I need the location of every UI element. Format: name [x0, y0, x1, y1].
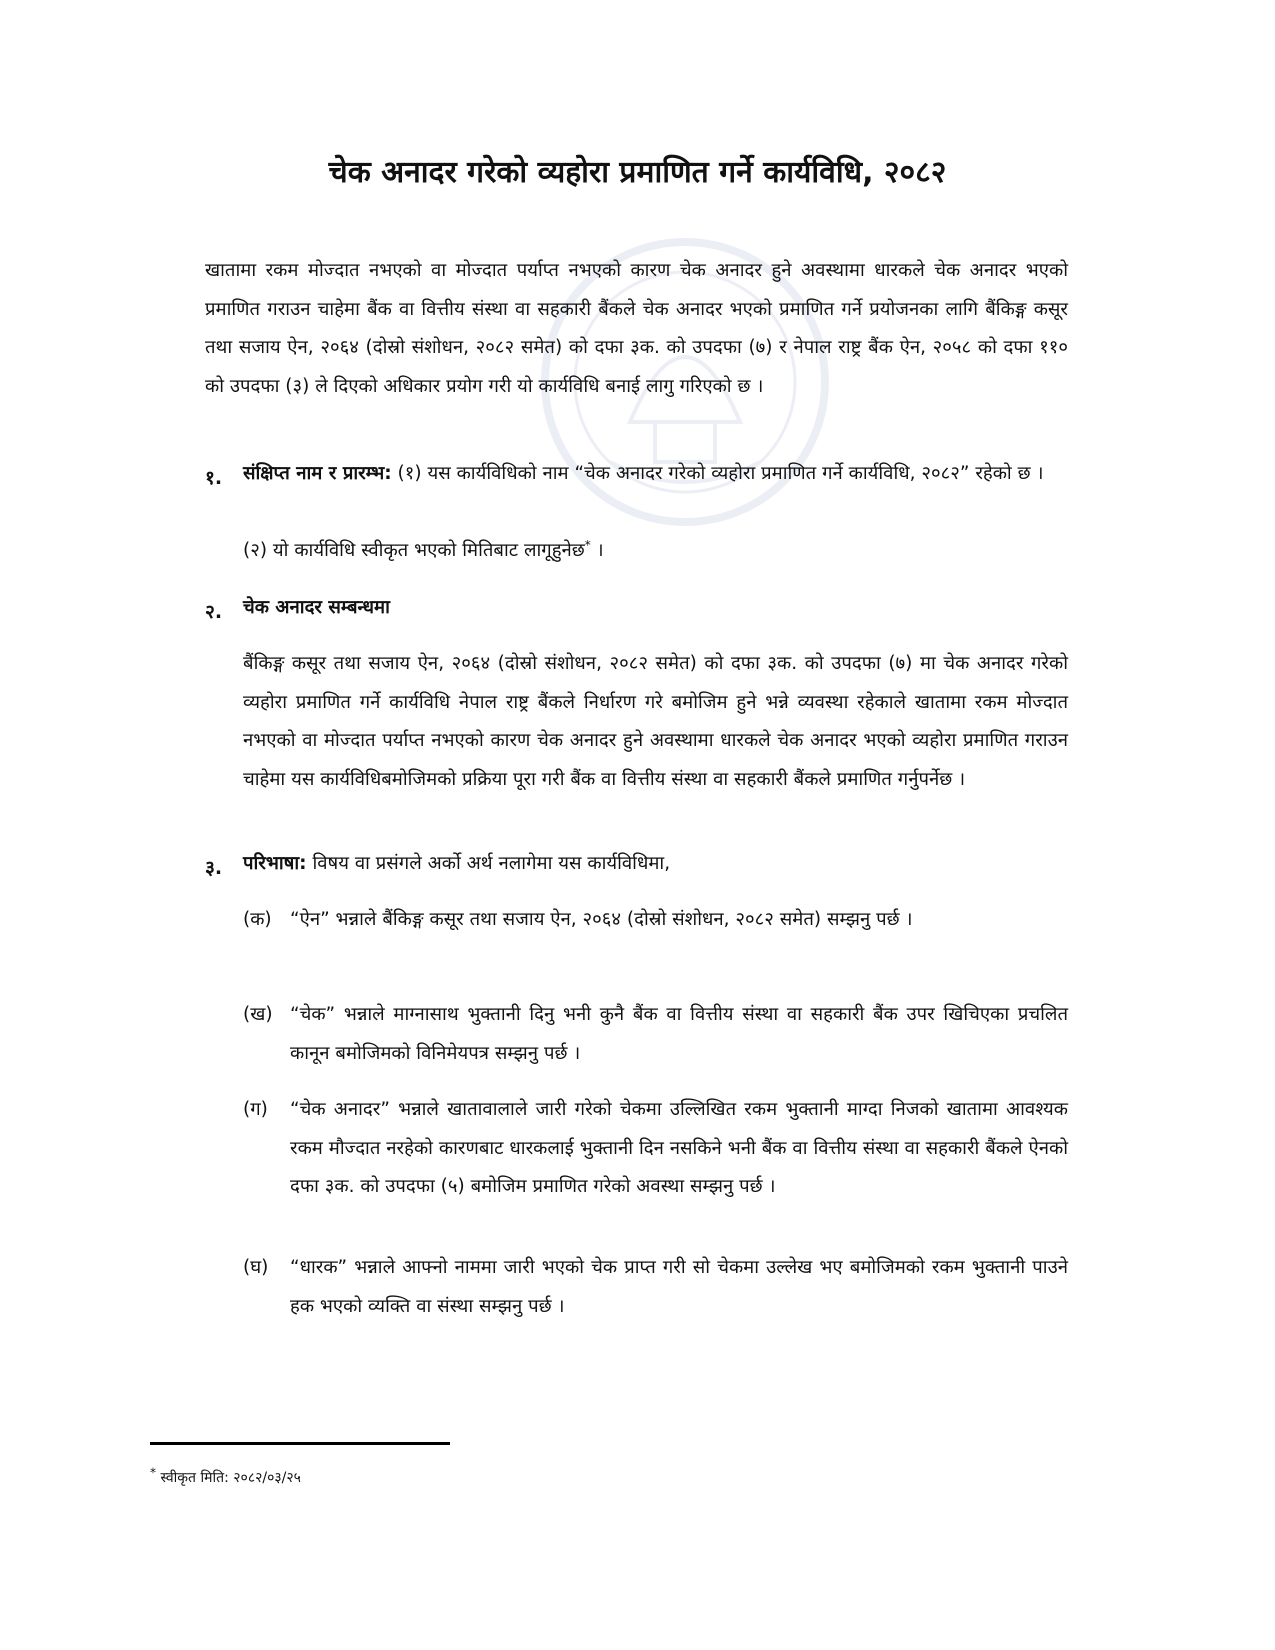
section-3-heading: परिभाषा:	[243, 853, 307, 874]
footnote	[150, 1465, 301, 1487]
footnote-marker: *	[150, 1465, 156, 1480]
section-1-clause-2	[243, 532, 1068, 571]
definition-label: (घ)	[243, 1257, 269, 1278]
footnote-marker: *	[584, 537, 591, 552]
definition-label: (क)	[243, 909, 272, 930]
section-2-heading: चेक अनादर सम्बन्धमा	[243, 597, 390, 618]
section-3-intro	[243, 845, 1068, 884]
footnote-divider	[150, 1442, 450, 1445]
section-1-clause-2-end: ।	[590, 540, 604, 561]
definition-text: “धारक” भन्नाले आफ्नो नाममा जारी भएको चेक प्राप्त गरी सो चेकमा उल्लेख भए बमोजिमको रकम भुक्तानी पाउने हक भएको व्यक्ति वा संस्था सम्झनु पर्छ ।	[290, 1257, 1068, 1317]
definition-text: “चेक अनादर” भन्नाले खातावालाले जारी गरेको चेकमा उल्लिखित रकम भुक्तानी माग्दा निजको खातामा आवश्यक रकम मौज्दात नरहेको कारणबाट धारकलाई भुक्तानी दिन नसकिने भनी बैंक वा वित्तीय संस्था वा सहकारी बैंकले ऐनको दफा ३क. को उपदफा (५) बमोजिम प्रमाणित गरेको अवस्था सम्झनु पर्छ ।	[290, 1099, 1068, 1197]
section-1-clause-1-text: (१) यस कार्यविधिको नाम “चेक अनादर गरेको व्यहोरा प्रमाणित गर्ने कार्यविधि, २०८२” रहेको छ ।	[397, 463, 1044, 484]
preamble-paragraph: खातामा रकम मोज्दात नभएको वा मोज्दात पर्याप्त नभएको कारण चेक अनादर हुने अवस्थामा धारकले चेक अनादर भएको प्रमाणित गराउन चाहेमा बैंक वा वित्तीय संस्था वा सहकारी बैंकले चेक अनादर भएको प्रमाणित गर्ने प्रयोजनका लागि बैंकिङ्ग कसूर तथा सजाय ऐन, २०६४ (दोस्रो संशोधन, २०८२ समेत) को दफा ३क. को उपदफा (७) र नेपाल राष्ट्र बैंक ऐन, २०५८ को दफा ११० को उपदफा (३) ले दिएको अधिकार प्रयोग गरी यो कार्यविधि बनाई लागु गरिएको छ ।	[205, 260, 1068, 397]
section-1-heading: संक्षिप्त नाम र प्रारम्भ:	[243, 463, 392, 484]
definition-text: “चेक” भन्नाले माग्नासाथ भुक्तानी दिनु भनी कुनै बैंक वा वित्तीय संस्था वा सहकारी बैंक उपर खिचिएका प्रचलित कानून बमोजिमको विनिमेयपत्र सम्झनु पर्छ ।	[290, 1004, 1068, 1064]
section-1-clause-1	[243, 455, 1068, 494]
section-3-intro-text: विषय वा प्रसंगले अर्को अर्थ नलागेमा यस कार्यविधिमा,	[312, 853, 671, 874]
definition-text: “ऐन” भन्नाले बैंकिङ्ग कसूर तथा सजाय ऐन, २०६४ (दोस्रो संशोधन, २०८२ समेत) सम्झनु पर्छ ।	[290, 909, 913, 930]
section-3-number: ३.	[205, 857, 223, 879]
section-2-body: बैंकिङ्ग कसूर तथा सजाय ऐन, २०६४ (दोस्रो संशोधन, २०८२ समेत) को दफा ३क. को उपदफा (७) मा चेक अनादर गरेको व्यहोरा प्रमाणित गर्ने कार्यविधि नेपाल राष्ट्र बैंकले निर्धारण गरे बमोजिम हुने भन्ने व्यवस्था रहेकाले खातामा रकम मोज्दात नभएको वा मोज्दात पर्याप्त नभएको कारण चेक अनादर हुने अवस्थामा धारकले चेक अनादर भएको व्यहोरा प्रमाणित गराउन चाहेमा यस कार्यविधिबमोजिमको प्रक्रिया पूरा गरी बैंक वा वित्तीय संस्था वा सहकारी बैंकले प्रमाणित गर्नुपर्नेछ ।	[243, 653, 1068, 790]
section-2-number: २.	[205, 601, 223, 623]
definition-label: (ख)	[243, 1004, 273, 1025]
footnote-text: स्वीकृत मिति: २०८२/०३/२५	[160, 1470, 301, 1486]
section-1-number: १.	[205, 467, 223, 489]
section-1-clause-2-text: (२) यो कार्यविधि स्वीकृत भएको मितिबाट लागूहुनेछ	[243, 540, 585, 561]
definition-label: (ग)	[243, 1099, 268, 1120]
page-title: चेक अनादर गरेको व्यहोरा प्रमाणित गर्ने कार्यविधि, २०८२	[328, 155, 947, 190]
